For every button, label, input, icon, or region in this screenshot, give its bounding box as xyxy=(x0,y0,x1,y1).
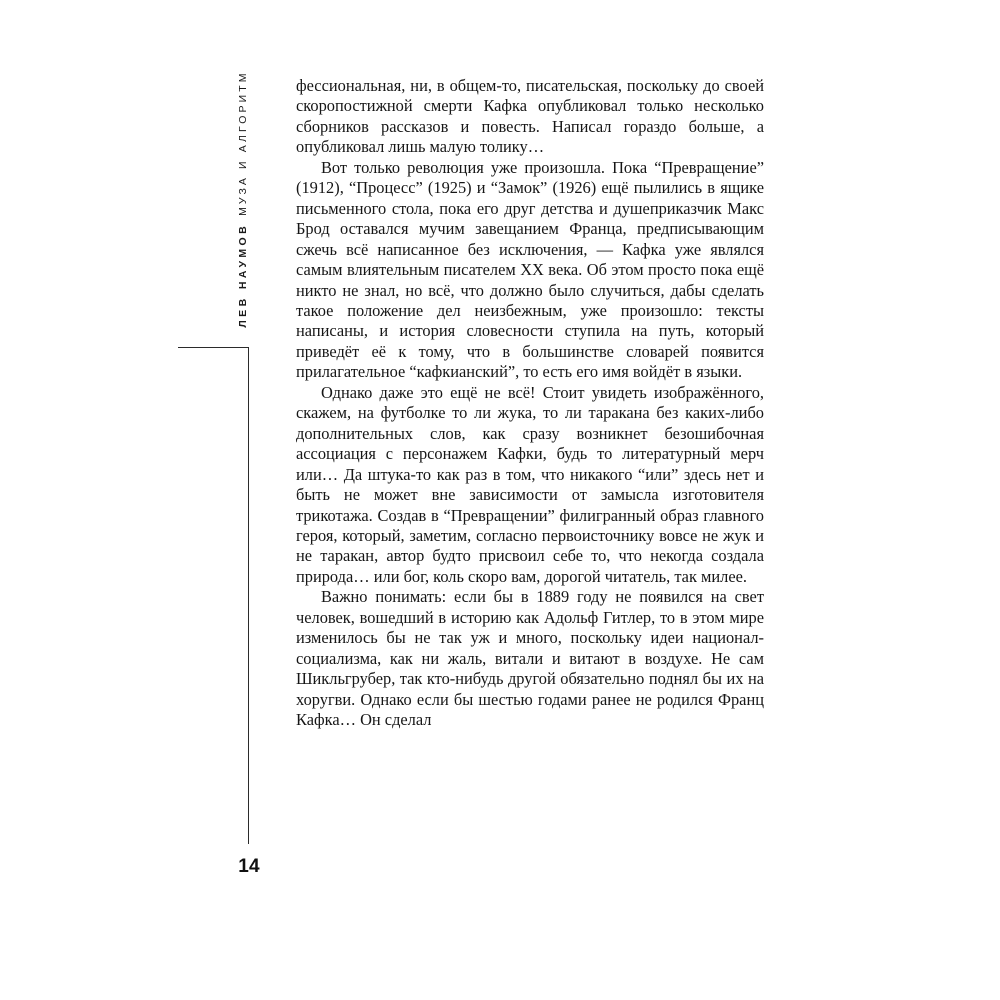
running-head-author: ЛЕВ НАУМОВ xyxy=(236,222,249,328)
running-head-title: МУЗА И АЛГОРИТМ xyxy=(236,70,249,216)
paragraph: Вот только революция уже произошла. Пока “Превращение” (1912), “Процесс” (1925) и “Замок” (1926) ещё пылились в ящике письменного стола, пока его друг детства и душеприказчик Макс Брод оставался мучим завещанием Франца, предписывающим сжечь всё написанное без исключения, — Кафка уже являлся самым влиятельным писателем XX века. Об этом просто пока ещё никто не знал, но всё, что должно было случиться, дабы сделать такое положение дел неизбежным, уже произошло: тексты написаны, и история словесности ступила на путь, который приведёт её к тому, что в большинстве словарей появится прилагательное “кафкианский”, то есть его имя войдёт в языки. xyxy=(296,157,764,382)
paragraph: Важно понимать: если бы в 1889 году не появился на свет человек, вошедший в историю как Адольф Гитлер, то в этом мире изменилось бы не так уж и много, поскольку идеи национал-социализма, как ни жаль, витали и витают в воздухе. Не сам Шикльгрубер, так кто-нибудь другой обязательно поднял бы их на хоругви. Однако если бы шестью годами ранее не родился Франц Кафка… Он сделал xyxy=(296,587,764,730)
margin-rule-horizontal xyxy=(178,347,249,348)
paragraph-continued: фессиональная, ни, в общем-то, писательская, поскольку до своей скоропостижной смерти Кафка опубликовал только несколько сборников рассказов и повесть. Написал гораздо больше, а опубликовал лишь малую толику… xyxy=(296,76,764,157)
paragraph: Однако даже это ещё не всё! Стоит увидеть изображённого, скажем, на футболке то ли жука, то ли таракана без каких-либо дополнительных слов, как сразу возникнет безошибочная ассоциация с персонажем Кафки, будь то литературный мерч или… Да штука-то как раз в том, что никакого “или” здесь нет и быть не может вне зависимости от замысла изготовителя трикотажа. Создав в “Превращении” филигранный образ главного героя, который, заметим, согласно первоисточнику вовсе не жук и не таракан, автор будто присвоил себе то, что некогда создала природа… или бог, коль скоро вам, дорогой читатель, так милее. xyxy=(296,382,764,586)
running-head-text xyxy=(238,70,249,327)
running-head xyxy=(232,70,254,328)
body-text-column xyxy=(296,76,764,731)
margin-rule-vertical xyxy=(248,347,249,844)
margin-rule-decoration xyxy=(178,347,249,844)
page-number: 14 xyxy=(238,856,260,877)
